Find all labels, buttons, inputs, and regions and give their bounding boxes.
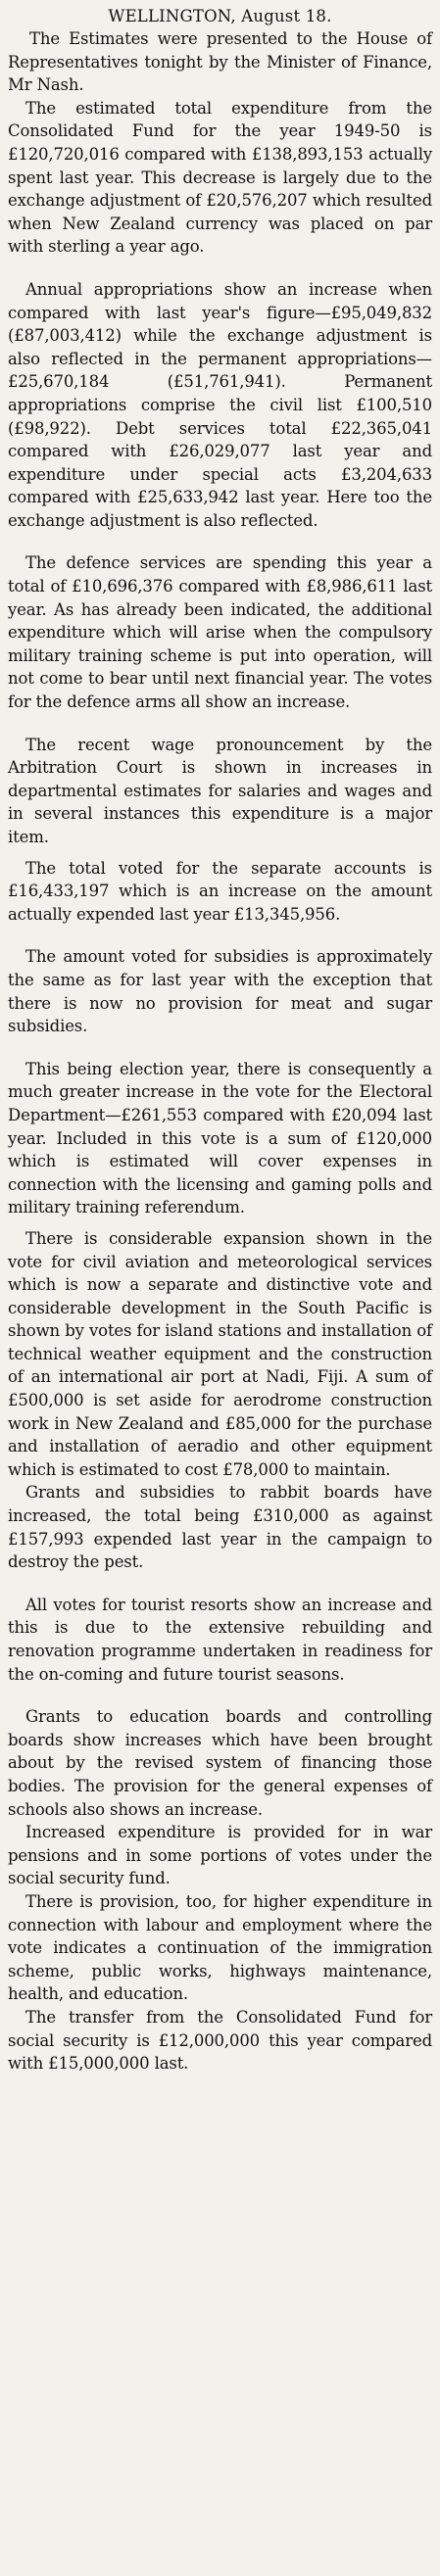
- paragraph-14: There is provision, too, for higher expenditure in connection with labour and employment where the vote indicates a continuation of the immigration scheme, public works, highways maintenance, health, and education.: [8, 1891, 432, 2004]
- paragraph-1: The Estimates were presented to the House of Representatives tonight by the Minister of Finance, Mr Nash.: [8, 29, 432, 95]
- paragraph-7: The amount voted for subsidies is approximately the same as for last year with the exception that there is now no provision for meat and sugar subsidies.: [8, 947, 432, 1036]
- paragraph-13: Increased expenditure is provided for in war pensions and in some portions of votes under the social security fund.: [8, 1823, 432, 1888]
- dateline: WELLINGTON, August 18.: [108, 7, 332, 25]
- paragraph-15: The transfer from the Consolidated Fund for social security is £12,000,000 this year compared with £15,000,000 last.: [8, 2007, 432, 2074]
- paragraph-9: There is considerable expansion shown in the vote for civil aviation and meteorological services which is now a separate and distinctive vote and considerable development in the South Pacific is shown by votes for island stations and installation of technical weather equipment and the construction of an international air port at Nadi, Fiji. A sum of £500,000 is set aside for aerodrome construction work in New Zealand and £85,000 for the purchase and installation of aeradio and other equipment which is estimated to cost £78,000 to maintain.: [8, 1228, 432, 1479]
- paragraph-10: Grants and subsidies to rabbit boards have increased, the total being £310,000 as against £157,993 expended last year in the campaign to destroy the pest.: [8, 1483, 432, 1572]
- paragraph-4: The defence services are spending this year a total of £10,696,376 compared with £8,986,611 last year. As has already been indicated, the additional expenditure which will arise when the compulsory military training scheme is put into operation, will not come to bear until next financial year. The votes for the defence arms all show an increase.: [8, 553, 432, 712]
- paragraph-5: The recent wage pronouncement by the Arbitration Court is shown in increases in departmental estimates for salaries and wages and in several instances this expenditure is a major item.: [8, 735, 432, 846]
- paragraph-6: The total voted for the separate accounts is £16,433,197 which is an increase on the amount actually expended last year £13,345,956.: [8, 858, 432, 924]
- paragraph-11: All votes for tourist resorts show an increase and this is due to the extensive rebuilding and renovation programme undertaken in readiness for the on-coming and future tourist seasons.: [8, 1595, 432, 1684]
- paragraph-3: Annual appropriations show an increase when compared with last year's figure—£95,049,832 (£87,003,412) while the exchange adjustment is also reflected in the permanent appropriations—£25,670,184 (£51,761,941). Permanent appropriations comprise the civil list £100,510 (£98,922). Debt services total £22,365,041 compared with £26,029,077 last year and expenditure under special acts £3,204,633 compared with £25,633,942 last year. Here too the exchange adjustment is also reflected.: [8, 279, 432, 530]
- paragraph-2: The estimated total expenditure from the Consolidated Fund for the year 1949-50 is £120,720,016 compared with £138,893,153 actually spent last year. This decrease is largely due to the exchange adjustment of £20,576,207 which resulted when New Zealand currency was placed on par with sterling a year ago.: [8, 98, 432, 257]
- paragraph-12: Grants to education boards and controlling boards show increases which have been brought about by the revised system of financing those bodies. The provision for the general expenses of schools also shows an increase.: [8, 1707, 432, 1819]
- paragraph-8: This being election year, there is consequently a much greater increase in the vote for the Electoral Department—£261,553 compared with £20,094 last year. Included in this vote is a sum of £120,000 which is estimated will cover expenses in connection with the licensing and gaming polls and military training referendum.: [8, 1059, 432, 1217]
